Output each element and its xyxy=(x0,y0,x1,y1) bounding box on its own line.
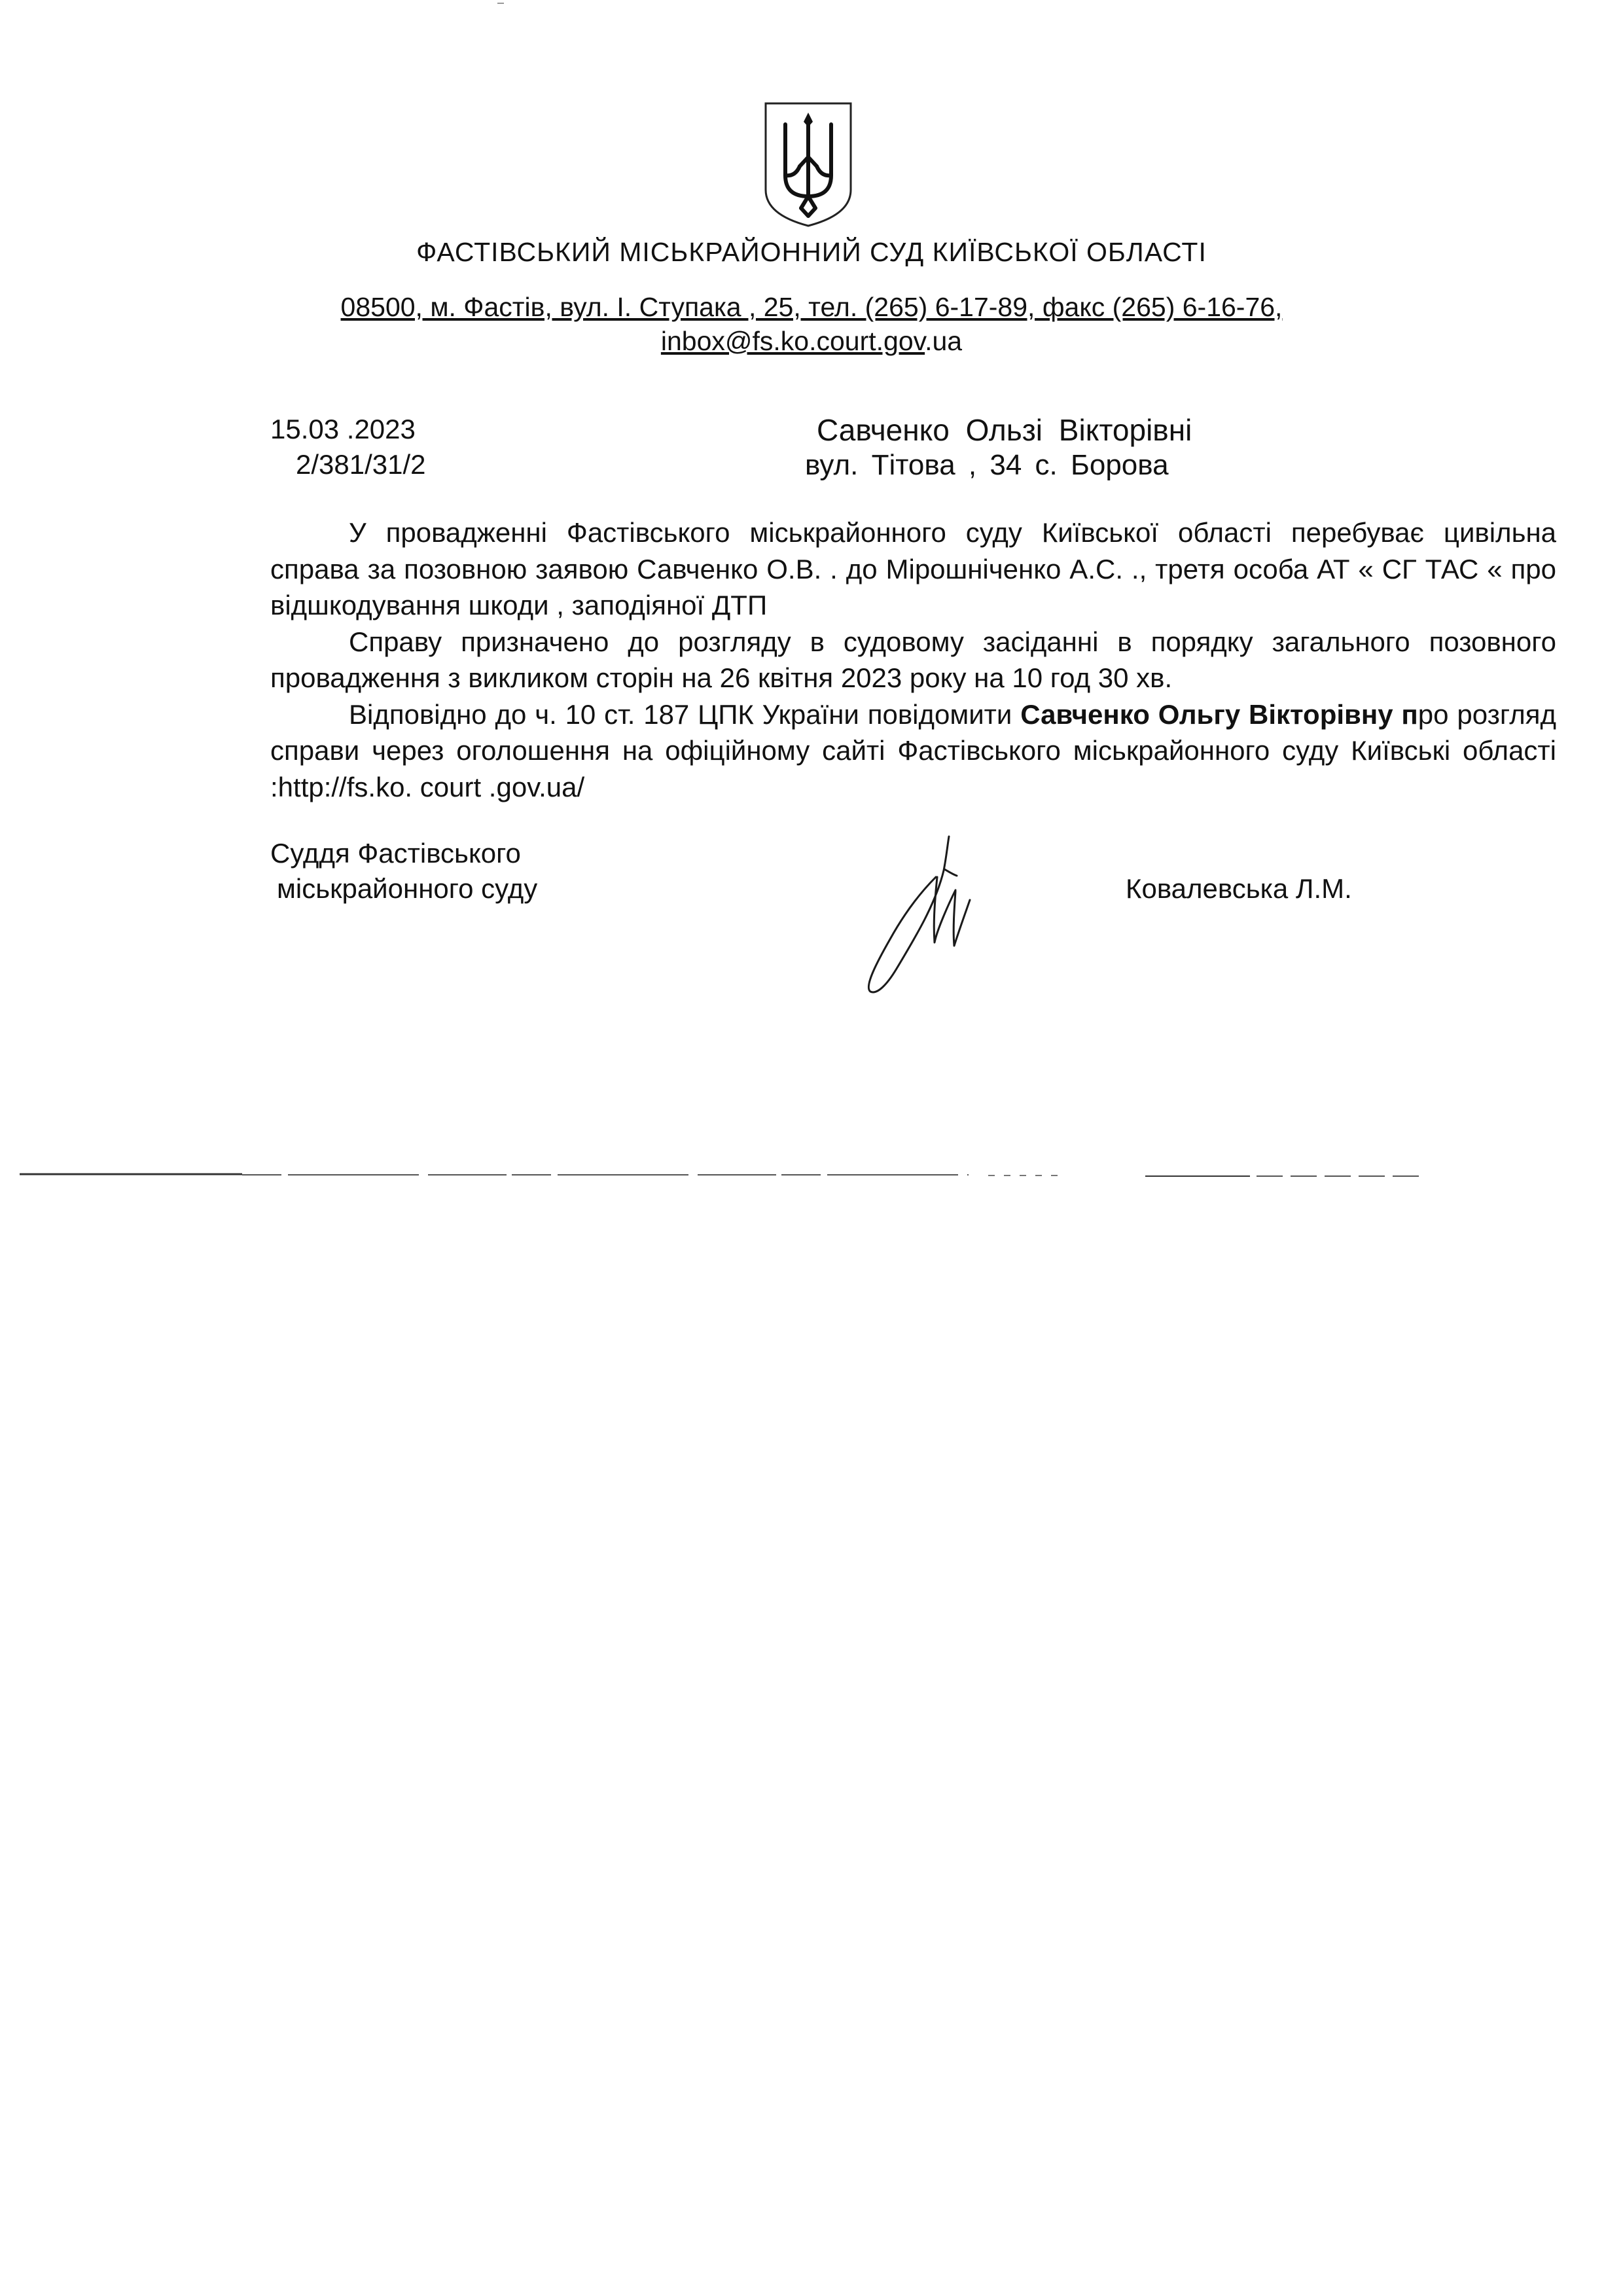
case-reference: 2/381/31/2 xyxy=(296,449,426,480)
recipient-name: Савченко Ользі Вікторівні xyxy=(817,413,1192,447)
notice-text-end: ро розгляд справи через оголошення на офіційному сайті Фастівського міськрайонного суду Київські області :http://fs.ko. court .gov.ua/ xyxy=(270,698,1557,802)
notified-person-name: Савченко Ольгу Вікторівну xyxy=(1020,698,1393,730)
handwritten-signature xyxy=(851,831,1001,1001)
court-name-heading: ФАСТІВСЬКИЙ МІСЬКРАЙОННИЙ СУД КИЇВСЬКОЇ ОБЛАСТІ xyxy=(416,237,1207,267)
body-paragraph-notice xyxy=(270,696,1556,806)
judge-role-line-2: міськрайонного суду xyxy=(277,873,538,904)
court-email xyxy=(0,326,1623,357)
letter-body xyxy=(270,514,1556,805)
scan-mark xyxy=(497,1,504,5)
body-paragraph-case: У провадженні Фастівського міськрайонного суду Київської області перебуває цивільна справа за позовною заявою Савченко О.В. . до Мірошніченко А.С. ., третя особа АТ « СГ ТАС « про відшкодування шкоди , заподіяної ДТП xyxy=(270,517,1556,620)
court-email-tld: .ua xyxy=(925,326,963,356)
trident-coat-of-arms-icon xyxy=(759,98,857,229)
recipient-address: вул. Тітова , 34 с. Борова xyxy=(805,449,1169,481)
court-email-user: inbox@fs.ko.court.gov xyxy=(660,326,925,356)
notice-bold-letter: п xyxy=(1401,698,1418,730)
scan-divider-line xyxy=(20,1169,1427,1182)
letter-date: 15.03 .2023 xyxy=(270,414,416,444)
judge-role-line-1: Суддя Фастівського xyxy=(270,838,521,869)
judge-name: Ковалевська Л.М. xyxy=(1126,873,1352,904)
body-paragraph-hearing: Справу призначено до розгляду в судовому засіданні в порядку загального позовного провадження з викликом сторін на 26 квітня 2023 року на 10 год 30 хв. xyxy=(270,626,1556,693)
notice-text-start: Відповідно до ч. 10 ст. 187 ЦПК України повідомити xyxy=(349,698,1021,730)
court-address: 08500, м. Фастів, вул. І. Ступака , 25, тел. (265) 6-17-89, факс (265) 6-16-76, xyxy=(340,292,1283,322)
